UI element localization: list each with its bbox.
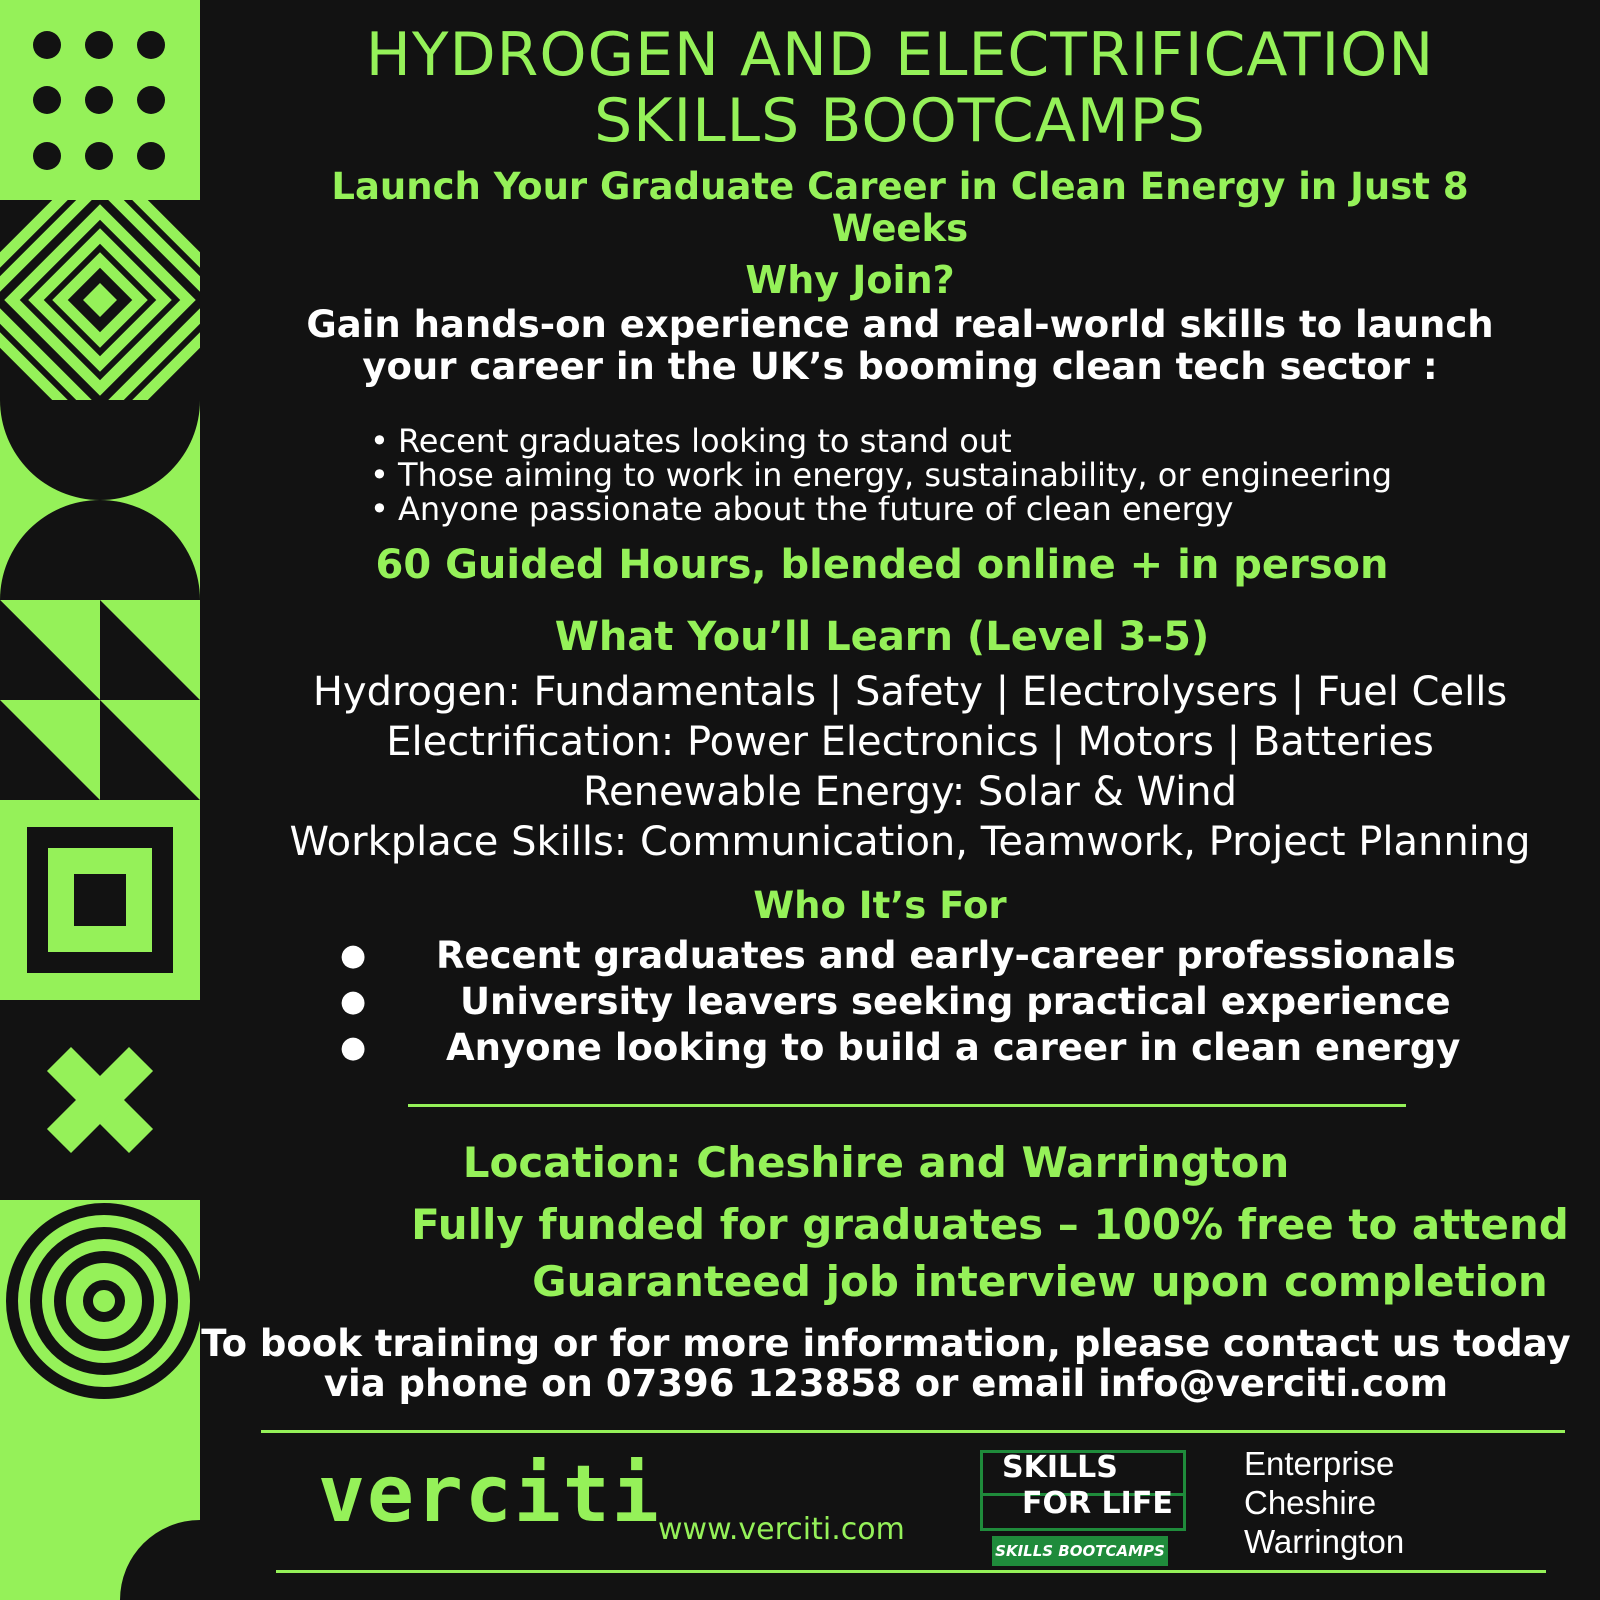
- contact-info: [186, 1324, 1586, 1404]
- intro-line-2: your career in the UK’s booming clean tech sector :: [362, 345, 1438, 388]
- subtitle: [200, 166, 1600, 250]
- funding: Fully funded for graduates – 100% free to attend: [411, 1200, 1569, 1249]
- partner-line-2: Cheshire: [1244, 1484, 1377, 1521]
- contact-line-1: To book training or for more information, please contact us today: [201, 1322, 1571, 1365]
- dots-pattern-icon: [0, 0, 200, 200]
- headline-line-1: HYDROGEN AND ELECTRIFICATION: [365, 20, 1435, 90]
- partner-line-1: Enterprise: [1244, 1445, 1395, 1482]
- x-shape-icon: [0, 1000, 200, 1200]
- list-item: • Recent graduates looking to stand out: [370, 424, 1392, 458]
- interview-guarantee: Guaranteed job interview upon completion: [532, 1257, 1548, 1306]
- concentric-circles-icon: [0, 1200, 200, 1400]
- location: Location: Cheshire and Warrington: [462, 1138, 1290, 1187]
- verciti-logo: verciti: [318, 1450, 661, 1540]
- list-item: • Those aiming to work in energy, sustainability, or engineering: [370, 458, 1392, 492]
- divider: [408, 1104, 1406, 1107]
- bullet-icon: ●: [340, 984, 367, 1019]
- half-circle-pattern-icon: [0, 400, 200, 600]
- why-join-intro: [200, 304, 1600, 388]
- who-heading: Who It’s For: [753, 884, 1007, 927]
- learn-heading: What You’ll Learn (Level 3-5): [554, 614, 1210, 660]
- learn-line: Renewable Energy: Solar & Wind: [582, 769, 1238, 815]
- list-item: University leavers seeking practical experience: [460, 980, 1451, 1023]
- triangle-pattern-icon: [0, 600, 200, 800]
- partner-line-3: Warrington: [1244, 1523, 1405, 1560]
- learn-lines: [210, 667, 1600, 867]
- skills-for-life-logo: [980, 1450, 1185, 1568]
- intro-line-1: Gain hands-on experience and real-world skills to launch: [306, 303, 1494, 346]
- sfl-badge: SKILLS BOOTCAMPS: [992, 1536, 1168, 1566]
- list-item: Anyone looking to build a career in clean energy: [446, 1026, 1461, 1069]
- enterprise-cheshire-warrington-logo: [1244, 1444, 1404, 1561]
- subtitle-line-1: Launch Your Graduate Career in Clean Energy in Just 8: [331, 165, 1469, 208]
- learn-line: Hydrogen: Fundamentals | Safety | Electrolysers | Fuel Cells: [312, 669, 1508, 715]
- nested-square-icon: [0, 800, 200, 1000]
- bullet-icon: ●: [340, 938, 367, 973]
- bullet-icon: ●: [340, 1030, 367, 1065]
- guided-hours: 60 Guided Hours, blended online + in person: [375, 542, 1389, 588]
- quarter-circle-icon: [0, 1400, 200, 1600]
- headline-line-2: SKILLS BOOTCAMPS: [594, 86, 1206, 156]
- footer-divider-bottom: [276, 1570, 1546, 1573]
- why-join-bullets: [370, 424, 1392, 526]
- subtitle-line-2: Weeks: [831, 207, 969, 250]
- website-link[interactable]: www.verciti.com: [658, 1512, 905, 1547]
- why-join-heading: Why Join?: [745, 258, 955, 302]
- learn-line: Electrification: Power Electronics | Motors | Batteries: [386, 719, 1434, 765]
- list-item: • Anyone passionate about the future of clean energy: [370, 492, 1392, 526]
- headline: [200, 22, 1600, 154]
- list-item: Recent graduates and early-career professionals: [436, 934, 1456, 977]
- decorative-pattern-strip: [0, 0, 200, 1600]
- sfl-text-1: SKILLS: [1002, 1450, 1118, 1485]
- sfl-text-2: FOR LIFE: [1022, 1486, 1173, 1521]
- learn-line: Workplace Skills: Communication, Teamwork, Project Planning: [289, 819, 1531, 865]
- contact-line-2: via phone on 07396 123858 or email info@verciti.com: [323, 1362, 1449, 1405]
- footer-divider-top: [261, 1430, 1565, 1433]
